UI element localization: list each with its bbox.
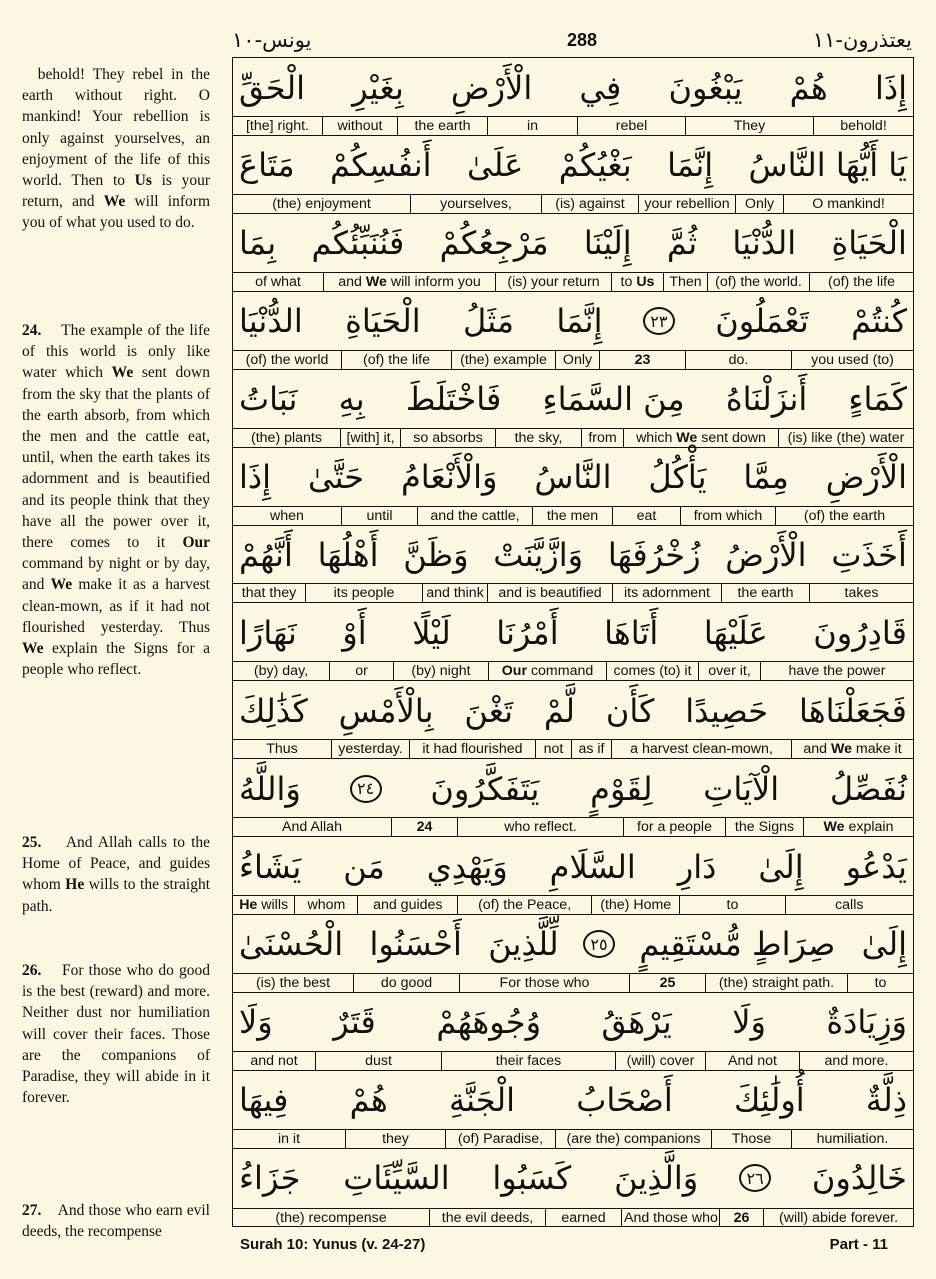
page-number: 288: [566, 30, 598, 50]
arabic-word: الْحَيَاةِ: [345, 302, 421, 341]
arabic-word: أَصْحَابُ: [576, 1081, 673, 1120]
gloss-cell: in: [487, 116, 577, 135]
gloss-cell: its adornment: [612, 583, 721, 602]
gloss-verse-number: 23: [599, 350, 685, 369]
arabic-word: أَوْ: [342, 613, 367, 652]
arabic-word: كَأَن: [605, 691, 655, 730]
arabic-word: إِذَا: [239, 458, 272, 496]
gloss-cell: (of) the life: [341, 350, 451, 369]
gloss-cell: and We will inform you: [323, 272, 495, 291]
arabic-word: بَغْيُكُمْ: [558, 146, 632, 185]
gloss-cell: (by) night: [393, 661, 488, 680]
gloss-cell: earned: [545, 1208, 621, 1227]
arabic-word: أَمْرُنَا: [496, 613, 559, 652]
verse-line: [233, 1149, 913, 1227]
arabic-word: إِذَا: [874, 68, 907, 107]
arabic-word: حَصِيدًا: [685, 691, 769, 730]
gloss-line: [233, 506, 913, 525]
arabic-word: قَتَرٌ: [333, 1003, 376, 1042]
gloss-cell: from which: [680, 506, 775, 525]
commentary-paragraph: 25. And Allah calls to the Home of Peace, and guides whom He wills to the straight path.: [22, 834, 211, 915]
gloss-cell: He wills: [233, 895, 294, 914]
gloss-line: [233, 1208, 913, 1227]
gloss-cell: (of) the world.: [707, 272, 809, 291]
arabic-word: هُمْ: [789, 68, 828, 107]
gloss-cell: Only: [735, 194, 783, 213]
arabic-word: أَنزَلْنَاهُ: [725, 380, 808, 419]
arabic-word: الدُّنْيَا: [239, 302, 303, 341]
arabic-word: كُنتُمْ: [851, 302, 907, 341]
arabic-word: مَن: [343, 847, 385, 886]
gloss-verse-number: 25: [629, 973, 705, 992]
ayah-marker: ٢٥: [583, 930, 615, 958]
gloss-cell: O mankind!: [783, 194, 913, 213]
verse-line: [233, 214, 913, 292]
arabic-word: وَاللَّهُ: [239, 769, 301, 808]
gloss-cell: and the cattle,: [417, 506, 532, 525]
arabic-word: بِغَيْرِ: [352, 68, 404, 107]
arabic-word: كَذَٰلِكَ: [239, 691, 308, 730]
arabic-word: الْأَرْضُ: [725, 535, 807, 574]
gloss-cell: in it: [233, 1129, 345, 1148]
arabic-word: بِالْأَمْسِ: [338, 691, 434, 730]
gloss-cell: (of) the world: [233, 350, 341, 369]
gloss-cell: and not: [233, 1051, 315, 1070]
arabic-word: وَلَا: [732, 1003, 766, 1042]
arabic-word: الْحَقِّ: [239, 68, 305, 107]
arabic-word: أَنَّهُمْ: [239, 535, 293, 574]
arabic-line: [237, 917, 909, 972]
arabic-word: يَبْغُونَ: [668, 68, 743, 107]
gloss-cell: dust: [315, 1051, 441, 1070]
gloss-cell: as if: [571, 739, 611, 758]
commentary-paragraph: 27. And those who earn evil deeds, the recompense: [22, 1202, 210, 1241]
surah-name-arabic: يونس-١٠: [232, 28, 312, 52]
arabic-word: أَتَاهَا: [604, 613, 659, 652]
arabic-word: نُفَصِّلُ: [829, 769, 907, 808]
gloss-line: [233, 895, 913, 914]
arabic-word: الْحَيَاةِ: [831, 224, 907, 263]
gloss-cell: and is beautified: [487, 583, 612, 602]
arabic-word: جَزَاءُ: [239, 1159, 301, 1198]
gloss-cell: their faces: [441, 1051, 615, 1070]
gloss-cell: to: [679, 895, 784, 914]
gloss-cell: behold!: [813, 116, 913, 135]
gloss-line: [233, 739, 913, 758]
arabic-word: مِنَ السَّمَاءِ: [542, 380, 685, 419]
arabic-word: وَالْأَنْعَامُ: [400, 458, 498, 496]
gloss-cell: And Allah: [233, 817, 391, 836]
arabic-line: [237, 683, 909, 738]
juz-name-arabic: يعتذرون-١١: [812, 28, 912, 52]
verse-line: [233, 759, 913, 837]
gloss-cell: for a people: [623, 817, 725, 836]
arabic-word: قَادِرُونَ: [813, 613, 907, 652]
verse-line: [233, 1071, 913, 1149]
arabic-word: عَلَيْهَا: [703, 613, 768, 652]
arabic-word: بِهِ: [338, 380, 365, 419]
arabic-word: مِمَّا: [743, 458, 789, 496]
gloss-cell: it had flourished: [409, 739, 535, 758]
arabic-line: [237, 527, 909, 582]
part-number: Part - 11: [829, 1236, 888, 1253]
gloss-cell: For those who: [459, 973, 629, 992]
verse-number: 27.: [22, 1202, 42, 1219]
arabic-line: [237, 372, 909, 427]
gloss-cell: the evil deeds,: [429, 1208, 545, 1227]
gloss-cell: who reflect.: [457, 817, 623, 836]
gloss-cell: [with] it,: [340, 428, 400, 447]
arabic-word: زُخْرُفَهَا: [607, 535, 701, 574]
gloss-cell: they: [345, 1129, 445, 1148]
gloss-cell: We explain: [803, 817, 913, 836]
arabic-word: صِرَاطٍ مُّسْتَقِيمٍ: [639, 925, 836, 964]
arabic-word: النَّاسُ: [534, 458, 612, 496]
gloss-cell: which We sent down: [623, 428, 778, 447]
gloss-cell: to Us: [611, 272, 663, 291]
arabic-word: يَأْكُلُ: [648, 458, 707, 496]
gloss-cell: so absorbs: [400, 428, 495, 447]
arabic-word: السَّيِّئَاتِ: [343, 1159, 450, 1198]
arabic-word: إِلَىٰ: [758, 847, 804, 886]
gloss-cell: its people: [305, 583, 422, 602]
gloss-cell: the sky,: [495, 428, 581, 447]
arabic-word: بِمَا: [239, 224, 277, 263]
gloss-cell: And those who: [621, 1208, 719, 1227]
arabic-word: أَهْلُهَا: [317, 535, 379, 574]
gloss-cell: or: [329, 661, 393, 680]
gloss-cell: without: [322, 116, 397, 135]
arabic-line: [237, 294, 909, 349]
verse-line: [233, 292, 913, 370]
gloss-cell: that they: [233, 583, 305, 602]
verse-line: [233, 603, 913, 681]
arabic-line: [237, 605, 909, 660]
verse-line: [233, 370, 913, 448]
gloss-cell: They: [685, 116, 813, 135]
ayah-marker: ٢٤: [350, 775, 382, 803]
gloss-line: [233, 817, 913, 836]
gloss-cell: (the) example: [451, 350, 555, 369]
gloss-line: [233, 1129, 913, 1148]
arabic-word: إِنَّمَا: [556, 302, 603, 341]
arabic-word: وَظَنَّ: [403, 535, 469, 574]
gloss-cell: (is) against: [541, 194, 638, 213]
gloss-cell: Our command: [488, 661, 606, 680]
verse-line: [233, 58, 913, 136]
arabic-word: يَرْهَقُ: [601, 1003, 672, 1042]
gloss-cell: and We make it: [791, 739, 913, 758]
gloss-cell: (is) like (the) water: [778, 428, 913, 447]
arabic-word: وَالَّذِينَ: [614, 1159, 699, 1198]
arabic-word: فِيهَا: [239, 1081, 289, 1120]
gloss-cell: until: [341, 506, 417, 525]
arabic-word: يَا أَيُّهَا النَّاسُ: [748, 146, 907, 185]
arabic-word: السَّلَامِ: [549, 847, 636, 886]
arabic-line: [237, 138, 909, 193]
gloss-line: [233, 350, 913, 369]
gloss-cell: Those: [711, 1129, 791, 1148]
arabic-word: خَالِدُونَ: [811, 1159, 907, 1198]
gloss-cell: the earth: [721, 583, 809, 602]
arabic-word: يَتَفَكَّرُونَ: [430, 769, 540, 808]
arabic-word: وَيَهْدِي: [426, 847, 508, 886]
arabic-word: وَزِيَادَةٌ: [826, 1003, 907, 1042]
gloss-cell: rebel: [577, 116, 685, 135]
arabic-word: الْجَنَّةِ: [448, 1081, 516, 1120]
arabic-word: لَّمْ: [543, 691, 575, 730]
verse-line: [233, 837, 913, 915]
gloss-cell: eat: [612, 506, 680, 525]
arabic-word: تَعْمَلُونَ: [715, 302, 809, 341]
gloss-cell: (the) Home: [591, 895, 679, 914]
surah-reference: Surah 10: Yunus (v. 24-27): [240, 1236, 426, 1253]
gloss-cell: (are the) companions: [555, 1129, 711, 1148]
gloss-cell: Thus: [233, 739, 331, 758]
gloss-cell: (will) cover: [615, 1051, 705, 1070]
arabic-word: نَهَارًا: [239, 613, 297, 652]
arabic-word: الْأَرْضِ: [450, 68, 533, 107]
gloss-cell: your rebellion: [638, 194, 735, 213]
page-footer: [240, 1236, 888, 1258]
gloss-cell: takes: [809, 583, 913, 602]
arabic-word: عَلَىٰ: [466, 146, 524, 185]
gloss-line: [233, 194, 913, 213]
gloss-cell: and more.: [799, 1051, 913, 1070]
gloss-cell: from: [581, 428, 623, 447]
arabic-word: مَرْجِعُكُمْ: [439, 224, 549, 263]
gloss-cell: comes (to) it: [606, 661, 698, 680]
gloss-cell: (is) your return: [495, 272, 611, 291]
arabic-word: وُجُوهَهُمْ: [436, 1003, 542, 1042]
arabic-word: كَسَبُوا: [492, 1159, 572, 1198]
verse-line: [233, 681, 913, 759]
arabic-word: إِلَىٰ: [861, 925, 907, 964]
gloss-cell: the Signs: [725, 817, 803, 836]
gloss-line: [233, 661, 913, 680]
arabic-line: [237, 761, 909, 816]
gloss-cell: when: [233, 506, 341, 525]
gloss-cell: to: [847, 973, 913, 992]
gloss-cell: Only: [555, 350, 599, 369]
arabic-line: [237, 995, 909, 1050]
gloss-cell: (of) the Peace,: [457, 895, 591, 914]
gloss-cell: whom: [294, 895, 357, 914]
gloss-cell: humiliation.: [791, 1129, 913, 1148]
arabic-word: حَتَّىٰ: [307, 458, 365, 496]
arabic-word: فِي: [579, 68, 622, 107]
arabic-word: لِّلَّذِينَ: [488, 925, 559, 964]
gloss-cell: the earth: [397, 116, 487, 135]
arabic-word: نَبَاتُ: [239, 380, 298, 419]
arabic-word: إِلَيْنَا: [583, 224, 632, 263]
gloss-cell: do good: [353, 973, 459, 992]
arabic-word: الدُّنْيَا: [732, 224, 797, 263]
arabic-line: [237, 1073, 909, 1128]
arabic-word: يَدْعُو: [845, 847, 907, 886]
gloss-line: [233, 1051, 913, 1070]
arabic-word: وَلَا: [239, 1003, 273, 1042]
gloss-cell: And not: [705, 1051, 799, 1070]
verse-number: 24.: [22, 322, 42, 339]
arabic-word: لِقَوْمٍ: [590, 769, 653, 808]
commentary-paragraph: behold! They rebel in the earth without right. O mankind! Your rebellion is only against yourselves, an enjoyment of the life of this world. Then to Us is your return, and We will inform you of what you used to do.: [22, 66, 210, 232]
gloss-cell: (of) the earth: [775, 506, 913, 525]
arabic-word: لَيْلًا: [412, 613, 451, 652]
gloss-cell: (of) the life: [809, 272, 913, 291]
arabic-line: [237, 839, 909, 894]
arabic-word: فَنُنَبِّئُكُم: [311, 224, 405, 263]
gloss-cell: (by) day,: [233, 661, 329, 680]
verse-line: [233, 136, 913, 214]
gloss-cell: of what: [233, 272, 323, 291]
arabic-line: [237, 60, 909, 115]
arabic-word: ثُمَّ: [666, 224, 698, 263]
gloss-cell: Then: [663, 272, 707, 291]
arabic-word: الْحُسْنَىٰ: [239, 925, 344, 964]
verse-number: 25.: [22, 834, 42, 851]
gloss-line: [233, 428, 913, 447]
gloss-cell: have the power: [760, 661, 913, 680]
verse-number: 26.: [22, 962, 42, 979]
gloss-line: [233, 116, 913, 135]
gloss-verse-number: 26: [719, 1208, 763, 1227]
gloss-cell: you used (to): [791, 350, 913, 369]
arabic-line: [237, 216, 909, 271]
gloss-cell: a harvest clean-mown,: [611, 739, 791, 758]
verse-line: [233, 448, 913, 526]
arabic-word: الْآيَاتِ: [703, 769, 780, 808]
page-header: [232, 28, 912, 58]
gloss-cell: and think: [422, 583, 487, 602]
commentary-paragraph: 26. For those who do good is the best (reward) and more. Neither dust nor humiliation will cover their faces. Those are the companions of Paradise, they will abide in it forever.: [22, 962, 210, 1107]
arabic-word: وَازَّيَّنَتْ: [493, 535, 584, 574]
ayah-marker: ٢٣: [643, 307, 675, 335]
word-by-word-grid: [232, 57, 914, 1227]
arabic-word: كَمَاءٍ: [848, 380, 907, 419]
arabic-word: أُولَٰئِكَ: [733, 1081, 805, 1120]
gloss-line: [233, 973, 913, 992]
arabic-word: مَثَلُ: [463, 302, 515, 341]
commentary-paragraph: 24. The example of the life of this world is only like water which We sent down from the sky that the plants of the earth absorb, from which the men and the cattle eat, until, when the earth takes its adornment and is beautified and its people think that they have all the power over it, there comes to it Our command by night or by day, and We make it as a harvest clean-mown, as if it had not flourished yesterday. Thus We explain the Signs for a people who reflect.: [22, 322, 210, 679]
gloss-cell: the men: [532, 506, 612, 525]
gloss-cell: yesterday.: [331, 739, 409, 758]
gloss-cell: (of) Paradise,: [445, 1129, 555, 1148]
gloss-cell: (the) enjoyment: [233, 194, 410, 213]
gloss-cell: (will) abide forever.: [763, 1208, 913, 1227]
verse-line: [233, 525, 913, 603]
arabic-word: أَحْسَنُوا: [369, 925, 462, 964]
gloss-verse-number: 24: [391, 817, 457, 836]
verse-line: [233, 915, 913, 993]
arabic-word: ذِلَّةٌ: [865, 1081, 907, 1120]
arabic-line: [237, 450, 909, 505]
gloss-cell: calls: [785, 895, 913, 914]
gloss-cell: and guides: [357, 895, 457, 914]
gloss-cell: (is) the best: [233, 973, 353, 992]
gloss-line: [233, 583, 913, 602]
gloss-cell: over it,: [698, 661, 760, 680]
arabic-word: تَغْنَ: [464, 691, 514, 730]
arabic-line: [237, 1151, 909, 1206]
arabic-word: يَشَاءُ: [239, 847, 302, 886]
verse-line: [233, 993, 913, 1071]
gloss-line: [233, 272, 913, 291]
arabic-word: مَتَاعَ: [239, 146, 295, 185]
gloss-cell: (the) straight path.: [705, 973, 847, 992]
arabic-word: الْأَرْضِ: [825, 458, 907, 496]
arabic-word: إِنَّمَا: [667, 146, 714, 185]
arabic-word: فَجَعَلْنَاهَا: [798, 691, 907, 730]
gloss-cell: do.: [685, 350, 791, 369]
gloss-cell: [the] right.: [233, 116, 322, 135]
arabic-word: أَنفُسِكُمْ: [330, 146, 432, 185]
arabic-word: دَارِ: [677, 847, 717, 886]
arabic-word: أَخَذَتِ: [831, 535, 907, 574]
arabic-word: هُمْ: [349, 1081, 388, 1120]
gloss-cell: yourselves,: [410, 194, 541, 213]
gloss-cell: (the) plants: [233, 428, 340, 447]
ayah-marker: ٢٦: [739, 1164, 771, 1192]
gloss-cell: (the) recompense: [233, 1208, 429, 1227]
gloss-cell: not: [535, 739, 571, 758]
arabic-word: فَاخْتَلَطَ: [405, 380, 502, 419]
